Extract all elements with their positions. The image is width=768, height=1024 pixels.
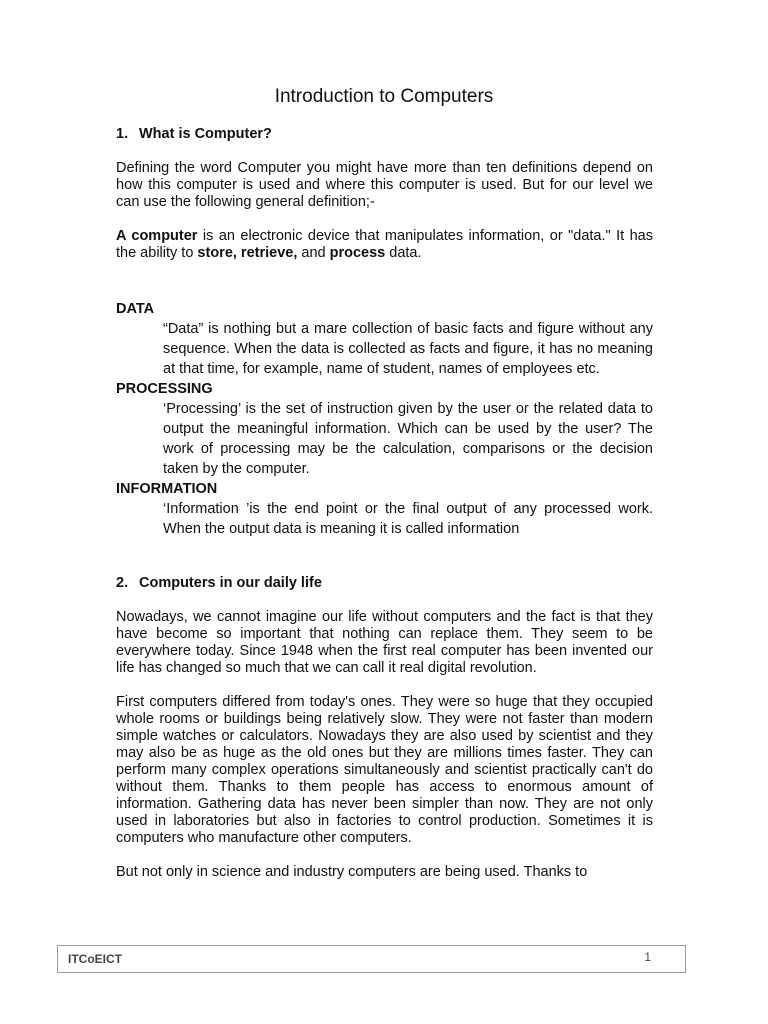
definition-bold-process: process — [329, 245, 386, 261]
document-body — [116, 126, 653, 881]
section-2-title: Computers in our daily life — [139, 575, 322, 591]
computer-definition — [116, 228, 653, 262]
term-information: INFORMATION — [116, 481, 218, 497]
section-1-heading — [116, 126, 653, 143]
section-2-para-1: Nowadays, we cannot imagine our life without computers and the fact is that they have become so important that nothing can replace them. They seem to be everywhere today. Since 1948 when the first real computer has been invented our life has changed so much that we can call it real digital revolution. — [116, 609, 653, 676]
definition-text-2: and — [297, 245, 330, 261]
section-2-number: 2. — [116, 575, 129, 591]
term-processing-desc: ‘Processing’ is the set of instruction given by the user or the related data to output the meaningful information. Which can be used by the user? The work of processing may be the calculation, comparisons or the decision taken by the computer. — [163, 401, 653, 477]
section-2-heading — [116, 575, 653, 592]
section-1-title: What is Computer? — [139, 126, 272, 142]
definition-text-3: data. — [385, 245, 422, 261]
page-footer — [57, 945, 686, 973]
term-processing: PROCESSING — [116, 381, 213, 397]
term-data: DATA — [116, 301, 155, 317]
term-information-desc: ‘Information ’is the end point or the final output of any processed work. When the output data is meaning it is called information — [163, 501, 653, 537]
footer-org: ITCoEICT — [68, 952, 122, 966]
term-data-desc: “Data” is nothing but a mare collection of basic facts and figure without any sequence. When the data is collected as facts and figure, it has no meaning at that time, for example, name of student, names of employees etc. — [163, 321, 653, 377]
page-title: Introduction to Computers — [274, 86, 494, 107]
definition-term: A computer — [116, 228, 198, 244]
definition-text-1: is an electronic device that manipulates information, or "data." It has the ability to — [116, 228, 653, 261]
page-number: 1 — [644, 950, 651, 964]
section-2-para-3: But not only in science and industry computers are being used. Thanks to — [116, 864, 588, 880]
section-1-intro: Defining the word Computer you might have more than ten definitions depend on how this computer is used and where this computer is used. But for our level we can use the following general definition;- — [116, 160, 653, 210]
section-1-number: 1. — [116, 126, 129, 142]
definition-bold-store: store, retrieve, — [197, 245, 298, 261]
section-2-para-2: First computers differed from today's ones. They were so huge that they occupied whole rooms or buildings being relatively slow. They were not faster than modern simple watches or calculators. Nowadays they are also used by scientist and they may also be as huge as the old ones but they are millions times faster. They can perform many complex operations simultaneously and scientist practically can't do without them. Thanks to them people has access to enormous amount of information. Gathering data has never been simpler than now. They are not only used in laboratories but also in factories to control production. Sometimes it is computers who manufacture other computers. — [116, 694, 653, 846]
